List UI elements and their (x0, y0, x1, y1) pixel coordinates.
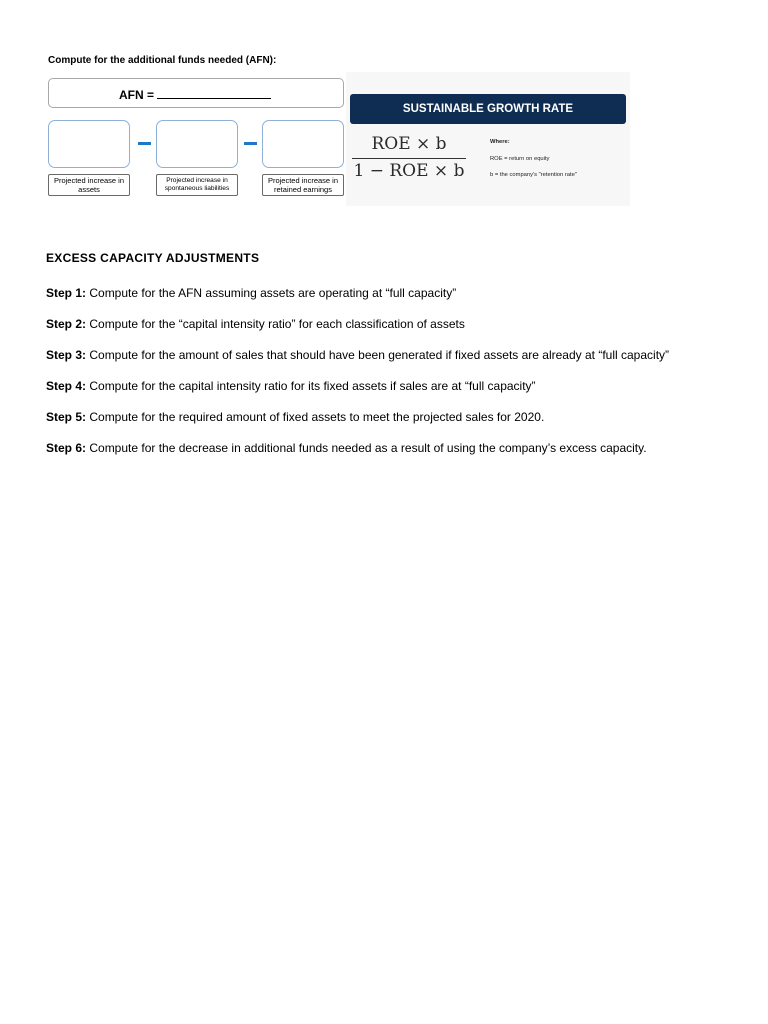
section-heading: EXCESS CAPACITY ADJUSTMENTS (46, 251, 260, 265)
fraction-bar (352, 158, 466, 159)
legend-title: Where: (490, 139, 510, 145)
step-label: Step 2: (46, 317, 87, 331)
step-2 (46, 317, 722, 332)
sgr-title: SUSTAINABLE GROWTH RATE (350, 94, 626, 124)
term-box-retained-earnings (262, 120, 344, 168)
step-label: Step 6: (46, 441, 87, 455)
legend-roe: ROE = return on equity (490, 156, 550, 162)
afn-title: Compute for the additional funds needed (AFN): (48, 55, 277, 66)
afn-equation (119, 87, 271, 102)
term-box-assets (48, 120, 130, 168)
term-label-retained-earnings: Projected increase in retained earnings (262, 174, 344, 196)
term-label-assets: Projected increase in assets (48, 174, 130, 196)
step-label: Step 1: (46, 286, 87, 300)
formula-legend (490, 138, 577, 187)
step-label: Step 4: (46, 379, 87, 393)
afn-answer-blank (157, 87, 271, 99)
sgr-figure (346, 72, 630, 206)
steps-list (46, 286, 722, 472)
step-label: Step 3: (46, 348, 87, 362)
step-6 (46, 441, 722, 456)
minus-icon (244, 142, 257, 145)
step-text: Compute for the amount of sales that should have been generated if fixed assets are already at “full capacity” (86, 348, 670, 362)
afn-equation-label: AFN = (119, 88, 155, 102)
step-1 (46, 286, 722, 301)
legend-b: b = the company's "retention rate" (490, 172, 577, 178)
step-3 (46, 348, 722, 363)
step-text: Compute for the capital intensity ratio for its fixed assets if sales are at “full capacity” (86, 379, 536, 393)
term-box-liabilities (156, 120, 238, 168)
minus-icon (138, 142, 151, 145)
step-text: Compute for the required amount of fixed assets to meet the projected sales for 2020. (86, 410, 545, 424)
term-label-liabilities: Projected increase in spontaneous liabilities (156, 174, 238, 196)
afn-equation-box (48, 78, 344, 108)
step-5 (46, 410, 722, 425)
step-text: Compute for the decrease in additional funds needed as a result of using the company’s excess capacity. (86, 441, 647, 455)
step-4 (46, 379, 722, 394)
step-label: Step 5: (46, 410, 87, 424)
afn-figure (44, 48, 350, 206)
formula-denominator: 1 − ROE × b (353, 161, 465, 181)
step-text: Compute for the AFN assuming assets are operating at “full capacity” (86, 286, 457, 300)
formula-numerator: ROE × b (371, 134, 447, 154)
step-text: Compute for the “capital intensity ratio” for each classification of assets (86, 317, 465, 331)
